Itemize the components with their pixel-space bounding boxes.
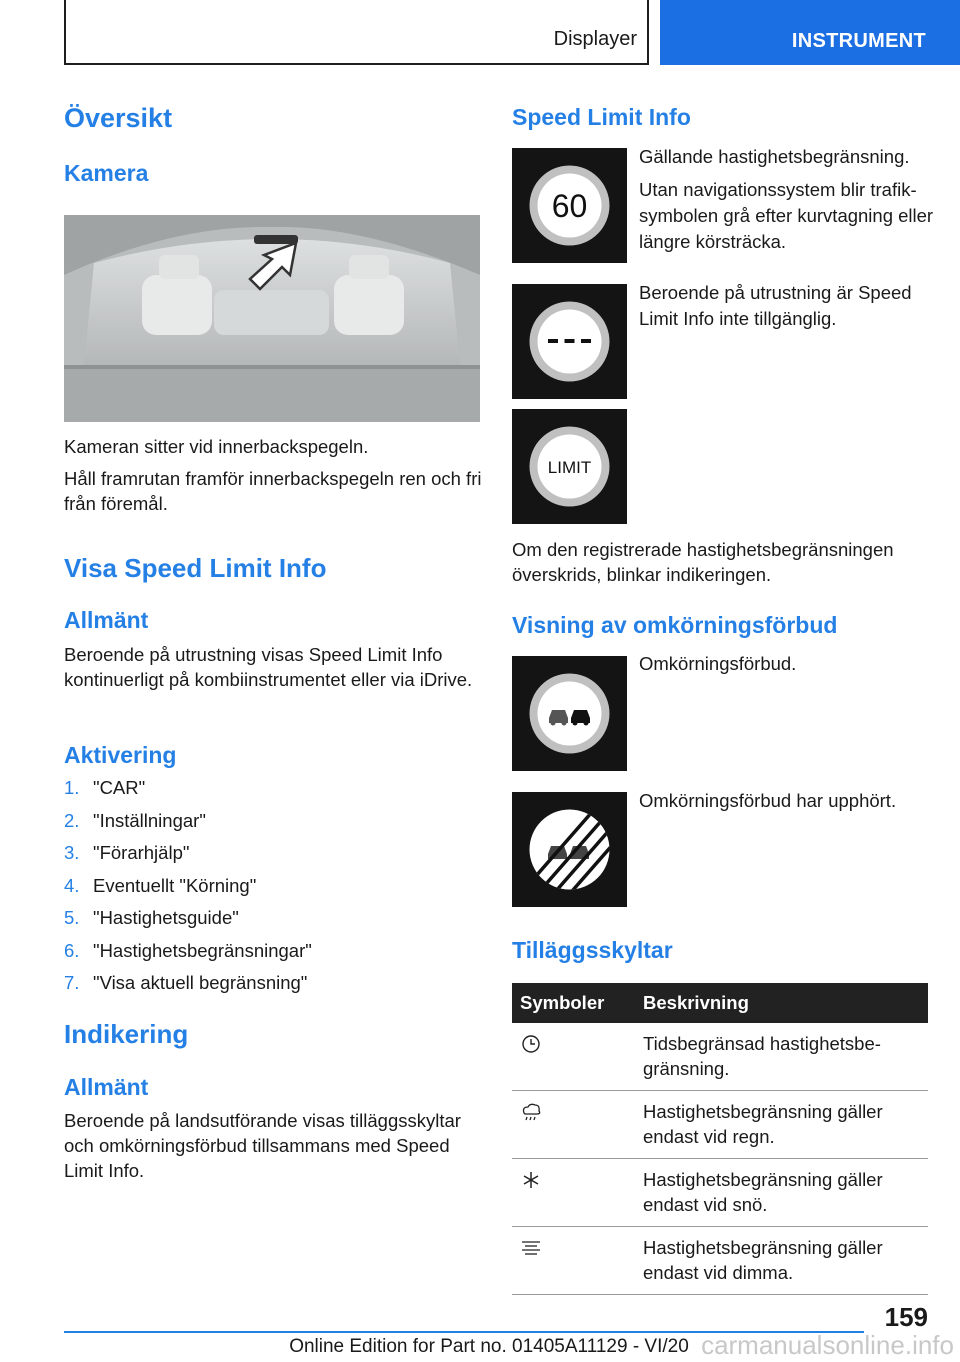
list-item: 5. "Hastighetsguide" [64,907,239,928]
allmant-text: Beroende på utrustning visas Speed Limit Info kontinuerligt på kombiinstrumentet eller via iDrive. [64,644,473,690]
visa-speed-limit-heading: Visa Speed Limit Info [64,553,327,583]
watermark[interactable]: carmanualsonline.info [701,1330,954,1360]
header-chapter-tab[interactable]: INSTRUMENT [660,0,960,65]
aktivering-heading: Aktivering [64,742,177,768]
list-item: 1. "CAR" [64,777,146,798]
allmant-heading: Allmänt [64,607,149,633]
column-header-description: Beskrivning [643,992,749,1013]
sli-text-4: Om den registrerade hastighetsbegränsningen överskrids, blinkar indikeringen. [512,539,894,585]
sli-text-2: Utan navigationssystem blir trafiksymbolen grå efter kurvtagning eller längre körsträcka. [639,179,934,252]
sign-60-label: 60 [551,188,588,224]
activation-steps-list [64,777,484,1005]
page-number: 159 [884,1302,928,1332]
speed-limit-limit-sign-image [512,409,627,524]
tillaggsskyltar-heading: Tilläggsskyltar [512,937,673,963]
table-row [512,1091,928,1159]
list-item: 7. "Visa aktuell begränsning" [64,972,308,993]
snowflake-icon [518,1169,544,1191]
table-cell-description: Tidsbegränsad hastighetsbegränsning. [643,1033,881,1079]
table-row [512,1227,928,1295]
indikering-heading: Indikering [64,1019,189,1049]
sign-limit-label: LIMIT [547,458,592,477]
table-header [512,983,928,1023]
overtaking-text-1: Omkörningsförbud. [639,653,797,674]
table-row [512,1159,928,1227]
no-overtaking-sign-image [512,656,627,771]
overtaking-text-2: Omkörningsförbud har upphört. [639,790,897,811]
camera-location-image [64,215,480,422]
table-cell-description: Hastighetsbegränsning gäller endast vid snö. [643,1169,883,1215]
speed-limit-unavailable-sign-image [512,284,627,399]
camera-text-2: Håll framrutan framför innerbackspegeln ren och fri från föremål. [64,468,482,514]
header-section-box [64,0,649,65]
table-cell-description: Hastighetsbegränsning gäller endast vid dimma. [643,1237,883,1283]
camera-text-1: Kameran sitter vid innerbackspegeln. [64,436,369,457]
overview-heading: Översikt [64,103,173,133]
clock-icon [518,1033,544,1055]
sli-text-3: Beroende på utrustning är Speed Limit Info inte tillgänglig. [639,282,912,329]
table-row [512,1023,928,1091]
footer-edition-text: Online Edition for Part no. 01405A11129 - VI/20 [289,1336,689,1357]
visning-heading: Visning av omkörningsförbud [512,612,838,638]
rain-icon [518,1101,544,1123]
header-section-title: Displayer [553,28,637,50]
speed-limit-60-sign-image [512,148,627,263]
end-no-overtaking-sign-image [512,792,627,907]
list-item: 2. "Inställningar" [64,809,206,831]
list-item: 6. "Hastighetsbegränsningar" [64,939,312,961]
supplementary-signs-table [512,983,928,1295]
list-item: 4. Eventuellt "Körning" [64,874,257,896]
allmant2-text: Beroende på landsutförande visas tilläggsskyltar och omkörningsförbud tillsammans med Speed Limit Info. [64,1110,461,1181]
list-item: 3. "Förarhjälp" [64,842,190,863]
table-cell-description: Hastighetsbegränsning gäller endast vid regn. [643,1101,883,1147]
fog-icon [518,1237,544,1259]
allmant2-heading: Allmänt [64,1074,149,1100]
speed-limit-info-heading: Speed Limit Info [512,104,691,130]
column-header-symbols: Symboler [520,992,605,1013]
camera-heading: Kamera [64,160,149,186]
sli-text-1: Gällande hastighetsbegränsning. [639,146,910,167]
